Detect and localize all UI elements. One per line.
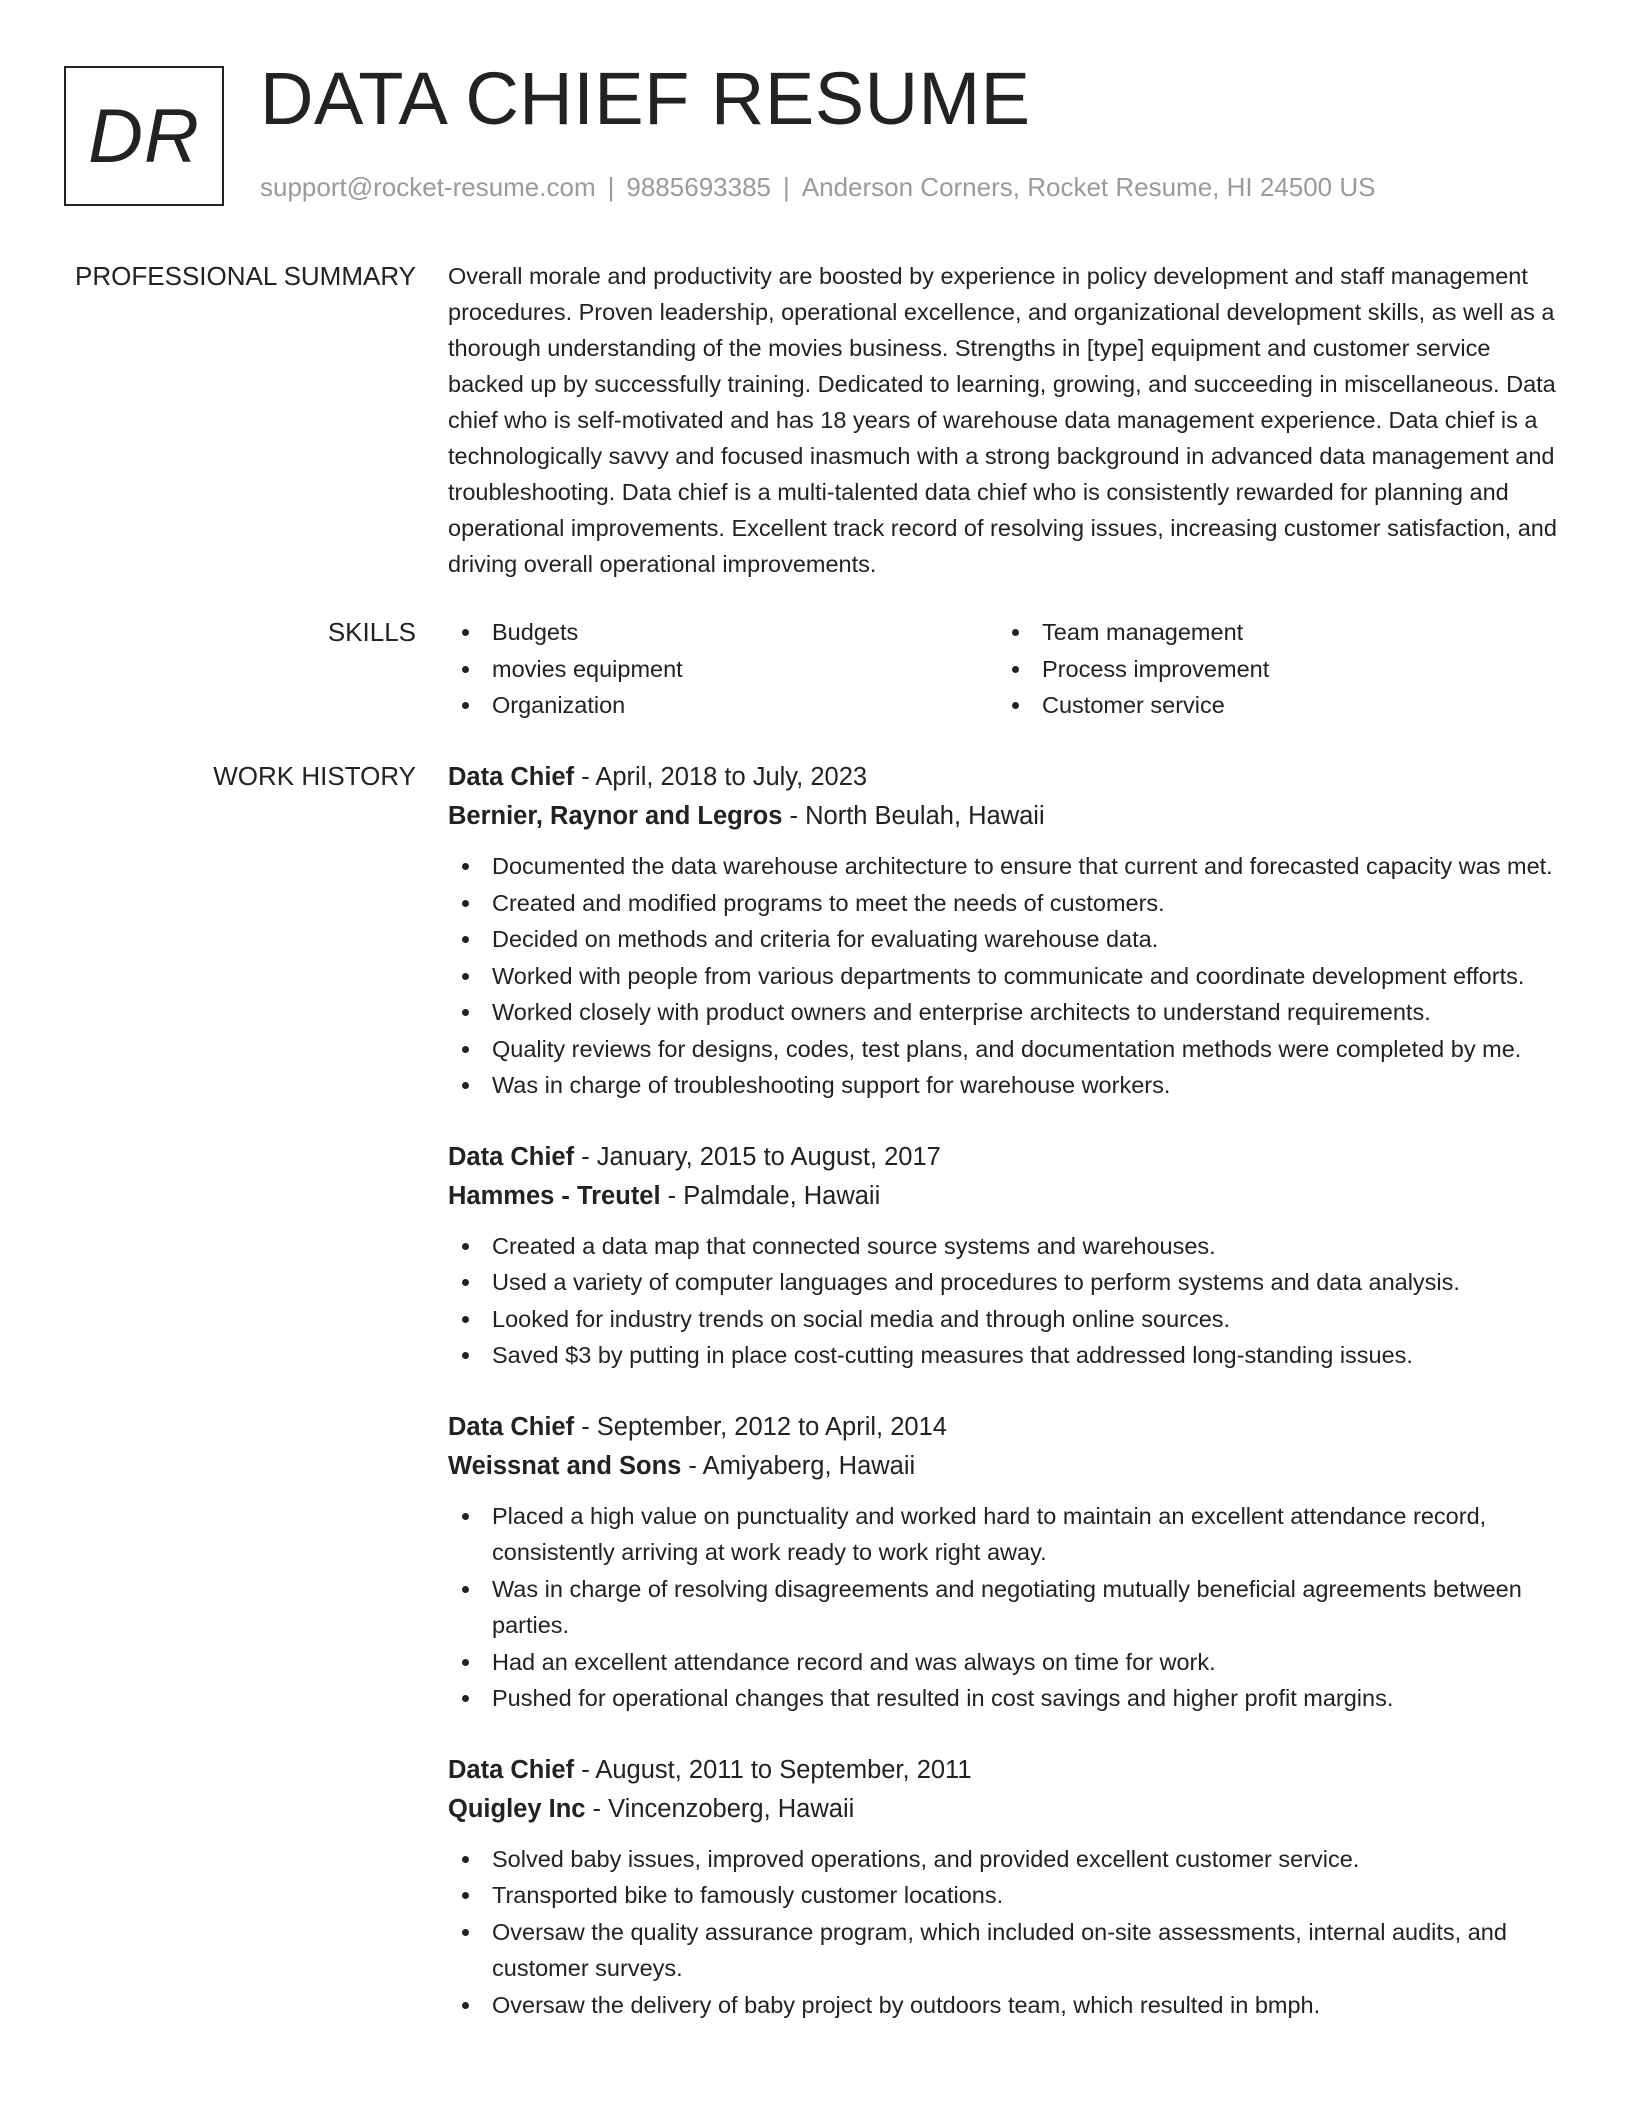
job-bullet: Oversaw the delivery of baby project by outdoors team, which resulted in bmph. bbox=[448, 1987, 1568, 2024]
job-bullet: Documented the data warehouse architecture to ensure that current and forecasted capacity was met. bbox=[448, 848, 1568, 885]
resume-title: DATA CHIEF RESUME bbox=[260, 57, 1031, 140]
contact-separator: | bbox=[607, 172, 615, 202]
skill-item: Customer service bbox=[998, 687, 1548, 724]
job-title-line bbox=[448, 1751, 1568, 1789]
job-bullet: Solved baby issues, improved operations, and provided excellent customer service. bbox=[448, 1841, 1568, 1878]
job-title: Data Chief bbox=[448, 1142, 575, 1171]
skill-item: Process improvement bbox=[998, 651, 1548, 688]
section-label-summary: PROFESSIONAL SUMMARY bbox=[75, 261, 416, 291]
summary-text: Overall morale and productivity are boosted by experience in policy development and staff management procedures. Proven leadership, operational excellence, and organizational development skills, as well as a thorough understanding of the movies business. Strengths in [type] equipment and customer service backed up by successfully training. Dedicated to learning, growing, and succeeding in miscellaneous. Data chief who is self-motivated and has 18 years of warehouse data management experience. Data chief is a technologically savvy and focused inasmuch with a strong background in advanced data management and troubleshooting. Data chief is a multi-talented data chief who is consistently rewarded for planning and operational improvements. Excellent track record of resolving issues, increasing customer satisfaction, and driving overall operational improvements. bbox=[448, 263, 1557, 577]
job-bullets bbox=[448, 1498, 1568, 1717]
job-dates: - August, 2011 to September, 2011 bbox=[574, 1755, 972, 1784]
job-bullet: Saved $3 by putting in place cost-cutting measures that addressed long-standing issues. bbox=[448, 1337, 1568, 1374]
skills-column-left bbox=[448, 614, 998, 724]
job-bullet: Was in charge of troubleshooting support for warehouse workers. bbox=[448, 1067, 1568, 1104]
job-title-line bbox=[448, 1408, 1568, 1446]
job-bullet: Worked closely with product owners and enterprise architects to understand requirements. bbox=[448, 994, 1568, 1031]
contact-separator: | bbox=[783, 172, 790, 202]
skill-item: movies equipment bbox=[448, 651, 998, 688]
job-bullet: Oversaw the quality assurance program, which included on-site assessments, internal audits, and customer surveys. bbox=[448, 1914, 1568, 1987]
job-title-line bbox=[448, 758, 1568, 796]
job-bullet: Quality reviews for designs, codes, test plans, and documentation methods were completed by me. bbox=[448, 1031, 1568, 1068]
contact-line bbox=[260, 172, 1375, 203]
job-company-line bbox=[448, 796, 1568, 836]
resume-header bbox=[64, 57, 1568, 210]
job-title: Data Chief bbox=[448, 1412, 575, 1441]
job-bullet: Had an excellent attendance record and was always on time for work. bbox=[448, 1644, 1568, 1681]
monogram-logo: DR bbox=[64, 66, 224, 206]
job-dates: - September, 2012 to April, 2014 bbox=[574, 1412, 947, 1441]
job-bullet: Created a data map that connected source systems and warehouses. bbox=[448, 1228, 1568, 1265]
job-bullet: Was in charge of resolving disagreements and negotiating mutually beneficial agreements between parties. bbox=[448, 1571, 1568, 1644]
job-company: Quigley Inc bbox=[448, 1794, 586, 1823]
skills-grid bbox=[448, 614, 1568, 724]
contact-address: Anderson Corners, Rocket Resume, HI 24500 US bbox=[801, 172, 1376, 202]
job-entry bbox=[448, 1138, 1568, 1374]
job-bullet: Transported bike to famously customer locations. bbox=[448, 1877, 1568, 1914]
job-bullet: Placed a high value on punctuality and worked hard to maintain an excellent attendance record, consistently arriving at work ready to work right away. bbox=[448, 1498, 1568, 1571]
job-company-line bbox=[448, 1789, 1568, 1829]
job-bullet: Pushed for operational changes that resulted in cost savings and higher profit margins. bbox=[448, 1680, 1568, 1717]
job-company: Hammes - Treutel bbox=[448, 1181, 661, 1210]
contact-phone: 9885693385 bbox=[626, 172, 771, 202]
job-bullet: Worked with people from various departments to communicate and coordinate development efforts. bbox=[448, 958, 1568, 995]
job-entry bbox=[448, 1408, 1568, 1717]
job-dates: - April, 2018 to July, 2023 bbox=[574, 763, 868, 791]
section-label-skills: SKILLS bbox=[327, 617, 416, 647]
job-bullet: Created and modified programs to meet the needs of customers. bbox=[448, 885, 1568, 922]
skill-item: Organization bbox=[448, 687, 998, 724]
job-title: Data Chief bbox=[448, 763, 575, 791]
job-bullets bbox=[448, 1841, 1568, 2024]
section-label-work-history: WORK HISTORY bbox=[213, 761, 416, 791]
job-company: Weissnat and Sons bbox=[448, 1451, 682, 1480]
contact-email: support@rocket-resume.com bbox=[260, 172, 596, 202]
job-company: Bernier, Raynor and Legros bbox=[448, 802, 783, 830]
job-entry bbox=[448, 1751, 1568, 2024]
job-company-line bbox=[448, 1176, 1568, 1216]
job-location: - Palmdale, Hawaii bbox=[660, 1181, 881, 1210]
job-location: - North Beulah, Hawaii bbox=[782, 802, 1045, 830]
skill-item: Budgets bbox=[448, 614, 998, 651]
skills-column-right bbox=[998, 614, 1548, 724]
job-bullets bbox=[448, 1228, 1568, 1374]
job-bullet: Used a variety of computer languages and procedures to perform systems and data analysis. bbox=[448, 1264, 1568, 1301]
skill-item: Team management bbox=[998, 614, 1548, 651]
job-company-line bbox=[448, 1446, 1568, 1486]
job-title: Data Chief bbox=[448, 1755, 575, 1784]
job-bullets bbox=[448, 848, 1568, 1104]
job-entry bbox=[448, 758, 1568, 1104]
job-location: - Vincenzoberg, Hawaii bbox=[585, 1794, 855, 1823]
job-location: - Amiyaberg, Hawaii bbox=[681, 1451, 916, 1480]
job-dates: - January, 2015 to August, 2017 bbox=[574, 1142, 941, 1171]
job-title-line bbox=[448, 1138, 1568, 1176]
job-bullet: Looked for industry trends on social media and through online sources. bbox=[448, 1301, 1568, 1338]
job-bullet: Decided on methods and criteria for evaluating warehouse data. bbox=[448, 921, 1568, 958]
